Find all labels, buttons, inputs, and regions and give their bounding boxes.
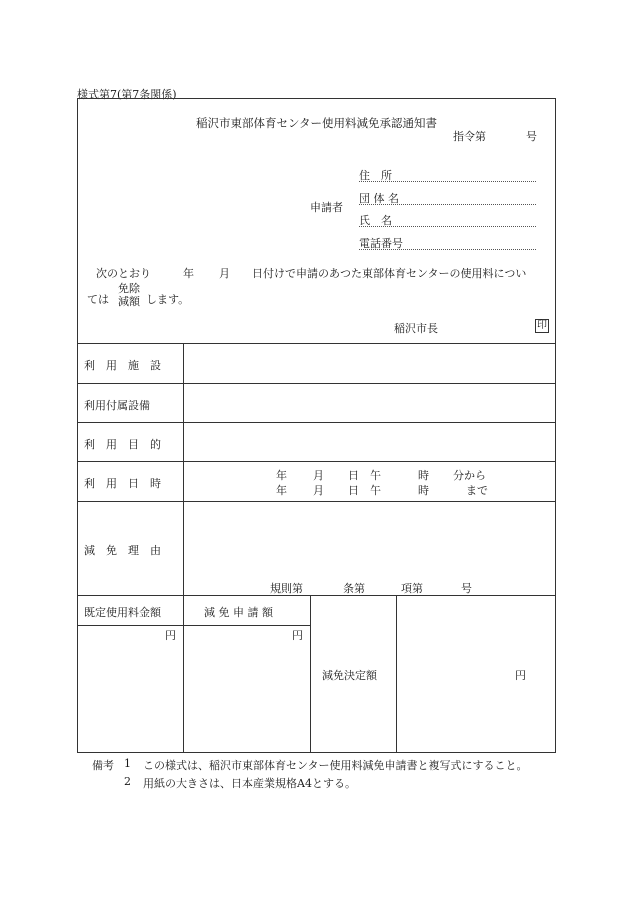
choice-reduce: 減額 (118, 295, 140, 308)
divider (310, 595, 311, 753)
reference-suffix: 号 (526, 130, 537, 143)
dt-from-hour: 時 (418, 469, 429, 482)
standard-fee-yen: 円 (165, 629, 176, 642)
applicant-label: 申請者 (310, 201, 343, 214)
divider (77, 625, 310, 626)
row-label-reason: 減 免 理 由 (84, 544, 161, 557)
row-label-equipment: 利用付属設備 (84, 399, 150, 412)
row-label-purpose: 利 用 目 的 (84, 438, 161, 451)
address-field[interactable] (359, 181, 536, 182)
organization-label: 団 体 名 (359, 192, 399, 205)
divider (183, 595, 184, 753)
body-line2-start: ては (87, 293, 109, 306)
row-label-facility: 利 用 施 設 (84, 359, 161, 372)
rule-no: 規則第 (270, 582, 303, 595)
rule-article: 条第 (343, 582, 365, 595)
phone-field[interactable] (359, 249, 536, 250)
notes-label: 備考 (92, 759, 114, 772)
request-fee-yen: 円 (292, 629, 303, 642)
divider (77, 595, 556, 596)
dt-until: まで (466, 484, 488, 497)
dt-to-pm: 午 (370, 484, 381, 497)
body-year: 年 (183, 267, 194, 280)
dt-from-year: 年 (276, 469, 287, 482)
note-2-number: 2 (124, 775, 131, 788)
note-1-text: この様式は、稲沢市東部体育センター使用料減免申請書と複写式にすること。 (143, 759, 528, 772)
body-line1-start: 次のとおり (96, 267, 151, 280)
dt-to-day: 日 (348, 484, 359, 497)
exemption-choice (115, 282, 143, 308)
note-1-number: 1 (124, 757, 131, 770)
equipment-field[interactable] (184, 384, 555, 421)
body-line2-end: します。 (146, 293, 190, 306)
decision-yen: 円 (515, 669, 526, 682)
purpose-field[interactable] (184, 423, 555, 460)
request-fee-header: 減 免 申 請 額 (204, 606, 273, 619)
dt-from-day: 日 (348, 469, 359, 482)
reason-field[interactable] (184, 502, 555, 577)
divider (77, 461, 556, 462)
phone-label: 電話番号 (359, 237, 403, 250)
dt-to-hour: 時 (418, 484, 429, 497)
organization-field[interactable] (359, 204, 536, 205)
dt-from-minute: 分から (453, 469, 486, 482)
reference-prefix: 指令第 (453, 130, 486, 143)
decision-label: 減免決定額 (322, 669, 377, 682)
body-month: 月 (219, 267, 230, 280)
choice-exempt: 免除 (118, 282, 140, 295)
rule-item: 号 (461, 582, 472, 595)
form-label: 様式第7(第7条関係) (77, 88, 177, 101)
dt-to-year: 年 (276, 484, 287, 497)
name-label: 氏 名 (359, 214, 392, 227)
issuer: 稲沢市長 (394, 322, 438, 335)
dt-from-month: 月 (313, 469, 324, 482)
name-field[interactable] (359, 226, 536, 227)
divider (396, 595, 397, 753)
standard-fee-header: 既定使用料金額 (84, 606, 161, 619)
address-label: 住 所 (359, 169, 392, 182)
seal-mark: 印 (537, 320, 547, 331)
dt-from-pm: 午 (370, 469, 381, 482)
document-title: 稲沢市東部体育センター使用料減免承認通知書 (196, 116, 438, 130)
note-2-text: 用紙の大きさは、日本産業規格A4とする。 (143, 777, 356, 790)
dt-to-month: 月 (313, 484, 324, 497)
facility-field[interactable] (184, 344, 555, 382)
body-line1-end: 日付けで申請のあつた東部体育センターの使用料につい (252, 267, 527, 280)
row-label-datetime: 利 用 日 時 (84, 477, 161, 490)
rule-clause: 項第 (401, 582, 423, 595)
